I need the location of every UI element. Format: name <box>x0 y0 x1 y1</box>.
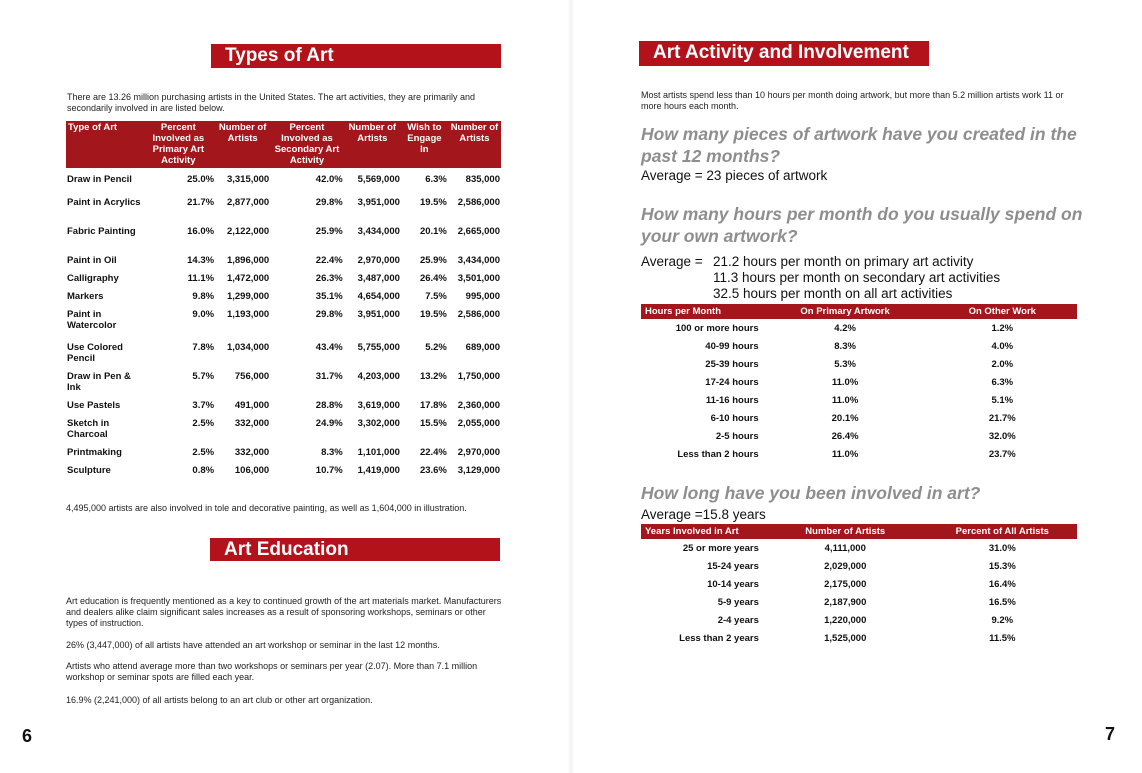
value-cell: 11.5% <box>989 632 1016 644</box>
art-type-cell: Markers <box>67 291 104 302</box>
art-activity-banner: Art Activity and Involvement <box>639 41 929 66</box>
value-cell: 15.3% <box>988 560 1016 572</box>
value-cell: 2.5% <box>192 447 215 458</box>
value-cell: 4,654,000 <box>357 291 400 302</box>
art-type-cell: Paint in Acrylics <box>67 197 141 208</box>
col-header: Type of Art <box>66 121 142 168</box>
value-cell: 1,419,000 <box>357 465 400 476</box>
value-cell: 29.8% <box>315 197 343 208</box>
value-cell: 3,129,000 <box>457 465 500 476</box>
value-cell: 9.8% <box>192 291 215 302</box>
answer-pieces: Average = 23 pieces of artwork <box>641 168 828 183</box>
value-cell: 16.0% <box>187 226 215 237</box>
value-cell: 3,951,000 <box>357 309 400 320</box>
value-cell: 6.3% <box>991 376 1014 388</box>
value-cell: 2.0% <box>991 358 1014 370</box>
table-row <box>641 373 1077 391</box>
value-cell: 3,501,000 <box>457 273 500 284</box>
value-cell: 14.3% <box>187 255 215 266</box>
answer-years: Average =15.8 years <box>641 507 766 522</box>
education-paragraph-3: Artists who attend average more than two workshops or seminars per year (2.07). More than 7.1 million workshop or seminar spots are filled each year. <box>66 661 478 682</box>
table-row <box>641 629 1077 647</box>
value-cell: 2,187,900 <box>824 596 867 608</box>
value-cell: 3,951,000 <box>357 197 400 208</box>
right-page <box>571 0 1142 773</box>
value-cell: 2,586,000 <box>457 197 500 208</box>
table-row <box>641 575 1077 593</box>
value-cell: 835,000 <box>465 174 500 185</box>
value-cell: 11.1% <box>187 273 215 284</box>
value-cell: 5,569,000 <box>357 174 400 185</box>
value-cell: 2,970,000 <box>457 447 500 458</box>
value-cell: 5.1% <box>991 394 1014 406</box>
value-cell: 2,970,000 <box>357 255 400 266</box>
answer-hours-line-3: 32.5 hours per month on all art activities <box>713 286 953 301</box>
value-cell: 15.5% <box>419 418 447 429</box>
value-cell: 42.0% <box>315 174 343 185</box>
art-type-cell: Use Pastels <box>67 400 121 411</box>
table-row <box>66 342 501 371</box>
value-cell: 3,434,000 <box>357 226 400 237</box>
row-label-cell: 40-99 hours <box>705 340 759 352</box>
value-cell: 25.0% <box>187 174 215 185</box>
value-cell: 332,000 <box>234 418 270 429</box>
row-label-cell: 100 or more hours <box>675 322 759 334</box>
row-label-cell: Less than 2 hours <box>677 448 759 460</box>
value-cell: 21.7% <box>187 197 215 208</box>
table-row <box>641 593 1077 611</box>
table-row <box>66 255 501 273</box>
value-cell: 1,034,000 <box>226 342 270 353</box>
col-header: Percent Involved as Primary Art Activity <box>142 121 216 168</box>
value-cell: 31.7% <box>315 371 343 382</box>
table-row <box>66 309 501 342</box>
col-header: On Primary Artwork <box>763 304 928 319</box>
value-cell: 3.7% <box>192 400 215 411</box>
value-cell: 1,750,000 <box>457 371 500 382</box>
answer-hours-line-1: 21.2 hours per month on primary art activity <box>713 254 974 269</box>
years-table <box>641 524 1077 647</box>
col-header: Wish to Engage In <box>401 121 448 168</box>
tole-note: 4,495,000 artists are also involved in tole and decorative painting, as well as 1,604,000 in illustration. <box>66 503 467 513</box>
value-cell: 24.9% <box>315 418 343 429</box>
row-label-cell: Less than 2 years <box>679 632 759 644</box>
value-cell: 11.0% <box>831 376 859 388</box>
page-number-left: 6 <box>22 726 33 746</box>
education-paragraph-1: Art education is frequently mentioned as a key to continued growth of the art materials market. Manufacturers and dealers alike claim significant sales increases as a result of sponsoring workshops, seminars or other types of instruction. <box>66 596 502 628</box>
value-cell: 11.0% <box>831 394 859 406</box>
table-row <box>641 337 1077 355</box>
value-cell: 1.2% <box>991 322 1014 334</box>
value-cell: 2,877,000 <box>226 197 270 208</box>
value-cell: 1,472,000 <box>226 273 270 284</box>
hours-table <box>641 304 1077 463</box>
table-row <box>641 427 1077 445</box>
row-label-cell: 25 or more years <box>682 542 759 554</box>
value-cell: 8.3% <box>834 340 856 352</box>
value-cell: 7.5% <box>425 291 447 302</box>
col-header: Hours per Month <box>641 304 763 319</box>
value-cell: 22.4% <box>315 255 343 266</box>
table-row <box>641 409 1077 427</box>
table-header-row <box>66 121 501 168</box>
value-cell: 3,434,000 <box>457 255 500 266</box>
value-cell: 2,055,000 <box>457 418 500 429</box>
table-row <box>641 355 1077 373</box>
art-type-cell: Use Colored Pencil <box>67 342 123 364</box>
art-type-cell: Calligraphy <box>67 273 119 284</box>
row-label-cell: 5-9 years <box>717 596 759 608</box>
question-hours: How many hours per month do you usually spend on your own artwork? <box>641 204 1083 246</box>
art-type-cell: Draw in Pencil <box>67 174 132 185</box>
value-cell: 10.7% <box>315 465 343 476</box>
value-cell: 106,000 <box>234 465 270 476</box>
art-type-cell: Paint in Watercolor <box>67 309 117 331</box>
art-type-cell: Fabric Painting <box>67 226 136 237</box>
value-cell: 19.5% <box>419 197 447 208</box>
value-cell: 5.7% <box>192 371 215 382</box>
col-header: Percent Involved as Secondary Art Activity <box>270 121 344 168</box>
col-header: Percent of All Artists <box>928 524 1077 539</box>
table-row <box>66 465 501 483</box>
value-cell: 756,000 <box>234 371 270 382</box>
value-cell: 20.1% <box>419 226 447 237</box>
value-cell: 23.6% <box>419 465 447 476</box>
col-header: Number of Artists <box>763 524 928 539</box>
value-cell: 1,525,000 <box>824 632 867 644</box>
value-cell: 11.0% <box>831 448 859 460</box>
value-cell: 32.0% <box>988 430 1016 442</box>
value-cell: 5.2% <box>425 342 447 353</box>
value-cell: 1,299,000 <box>226 291 270 302</box>
types-intro: There are 13.26 million purchasing artists in the United States. The art activities, they are primarily and secondarily involved in are listed below. <box>67 92 476 113</box>
value-cell: 3,487,000 <box>357 273 400 284</box>
row-label-cell: 11-16 hours <box>705 394 759 406</box>
value-cell: 4.0% <box>991 340 1014 352</box>
value-cell: 491,000 <box>234 400 270 411</box>
row-label-cell: 2-5 hours <box>715 430 759 442</box>
table-row <box>66 447 501 465</box>
value-cell: 689,000 <box>465 342 500 353</box>
art-type-cell: Printmaking <box>67 447 122 458</box>
table-row <box>66 226 501 255</box>
table-header-row <box>641 304 1077 319</box>
value-cell: 4,111,000 <box>824 542 866 554</box>
table-row <box>66 168 501 197</box>
value-cell: 20.1% <box>831 412 859 424</box>
table-row <box>66 291 501 309</box>
value-cell: 5,755,000 <box>357 342 400 353</box>
row-label-cell: 2-4 years <box>717 614 759 626</box>
answer-hours-prefix: Average = <box>641 254 703 269</box>
table-row <box>66 273 501 291</box>
art-type-cell: Sculpture <box>67 465 111 476</box>
table-row <box>641 557 1077 575</box>
value-cell: 1,101,000 <box>357 447 400 458</box>
value-cell: 995,000 <box>465 291 500 302</box>
value-cell: 2,665,000 <box>457 226 500 237</box>
value-cell: 16.4% <box>988 578 1016 590</box>
art-type-cell: Paint in Oil <box>67 255 117 266</box>
table-row <box>66 371 501 400</box>
value-cell: 2,122,000 <box>226 226 270 237</box>
value-cell: 5.3% <box>834 358 856 370</box>
value-cell: 19.5% <box>419 309 447 320</box>
value-cell: 6.3% <box>425 174 447 185</box>
value-cell: 2,175,000 <box>824 578 867 590</box>
row-label-cell: 6-10 hours <box>710 412 759 424</box>
col-header: On Other Work <box>928 304 1077 319</box>
value-cell: 1,193,000 <box>226 309 270 320</box>
value-cell: 9.0% <box>192 309 215 320</box>
value-cell: 0.8% <box>192 465 215 476</box>
value-cell: 8.3% <box>321 447 343 458</box>
art-education-banner: Art Education <box>210 538 500 561</box>
value-cell: 9.2% <box>991 614 1014 626</box>
value-cell: 2.5% <box>192 418 215 429</box>
value-cell: 332,000 <box>234 447 270 458</box>
answer-hours-line-2: 11.3 hours per month on secondary art activities <box>713 270 1001 285</box>
table-row <box>641 539 1077 557</box>
activity-intro: Most artists spend less than 10 hours per month doing artwork, but more than 5.2 million artists work 11 or more hours each month. <box>641 90 1064 111</box>
types-of-art-banner: Types of Art <box>211 44 501 68</box>
education-paragraph-4: 16.9% (2,241,000) of all artists belong to an art club or other art organization. <box>66 695 373 705</box>
table-row <box>641 611 1077 629</box>
question-years: How long have you been involved in art? <box>641 483 981 503</box>
value-cell: 17.8% <box>419 400 447 411</box>
value-cell: 28.8% <box>315 400 343 411</box>
value-cell: 25.9% <box>315 226 343 237</box>
row-label-cell: 17-24 hours <box>705 376 759 388</box>
col-header: Years Involved in Art <box>641 524 763 539</box>
value-cell: 26.4% <box>419 273 447 284</box>
value-cell: 4,203,000 <box>357 371 400 382</box>
value-cell: 4.2% <box>834 322 856 334</box>
row-label-cell: 15-24 years <box>707 560 759 572</box>
value-cell: 2,586,000 <box>457 309 500 320</box>
value-cell: 26.3% <box>315 273 343 284</box>
row-label-cell: 10-14 years <box>707 578 759 590</box>
value-cell: 25.9% <box>419 255 447 266</box>
art-type-cell: Draw in Pen & Ink <box>67 371 131 393</box>
types-of-art-table <box>66 121 501 483</box>
table-row <box>641 445 1077 463</box>
value-cell: 35.1% <box>315 291 343 302</box>
row-label-cell: 25-39 hours <box>705 358 759 370</box>
col-header: Number of Artists <box>344 121 401 168</box>
value-cell: 29.8% <box>315 309 343 320</box>
value-cell: 3,302,000 <box>357 418 400 429</box>
value-cell: 2,029,000 <box>824 560 867 572</box>
table-header-row <box>641 524 1077 539</box>
value-cell: 13.2% <box>419 371 447 382</box>
value-cell: 26.4% <box>831 430 859 442</box>
question-pieces: How many pieces of artwork have you created in the past 12 months? <box>641 124 1077 166</box>
value-cell: 3,619,000 <box>357 400 400 411</box>
value-cell: 1,896,000 <box>226 255 270 266</box>
table-row <box>66 418 501 447</box>
page-number-right: 7 <box>1105 724 1116 744</box>
value-cell: 1,220,000 <box>824 614 867 626</box>
value-cell: 21.7% <box>988 412 1016 424</box>
value-cell: 16.5% <box>988 596 1016 608</box>
education-paragraph-2: 26% (3,447,000) of all artists have attended an art workshop or seminar in the last 12 months. <box>66 640 440 650</box>
table-row <box>641 319 1077 337</box>
value-cell: 3,315,000 <box>226 174 270 185</box>
value-cell: 43.4% <box>315 342 343 353</box>
value-cell: 23.7% <box>988 448 1016 460</box>
value-cell: 2,360,000 <box>457 400 500 411</box>
art-type-cell: Sketch in Charcoal <box>67 418 110 440</box>
value-cell: 31.0% <box>988 542 1016 554</box>
col-header: Number of Artists <box>215 121 270 168</box>
value-cell: 22.4% <box>419 447 447 458</box>
col-header: Number of Artists <box>448 121 501 168</box>
value-cell: 7.8% <box>192 342 215 353</box>
table-row <box>641 391 1077 409</box>
table-row <box>66 197 501 226</box>
table-row <box>66 400 501 418</box>
